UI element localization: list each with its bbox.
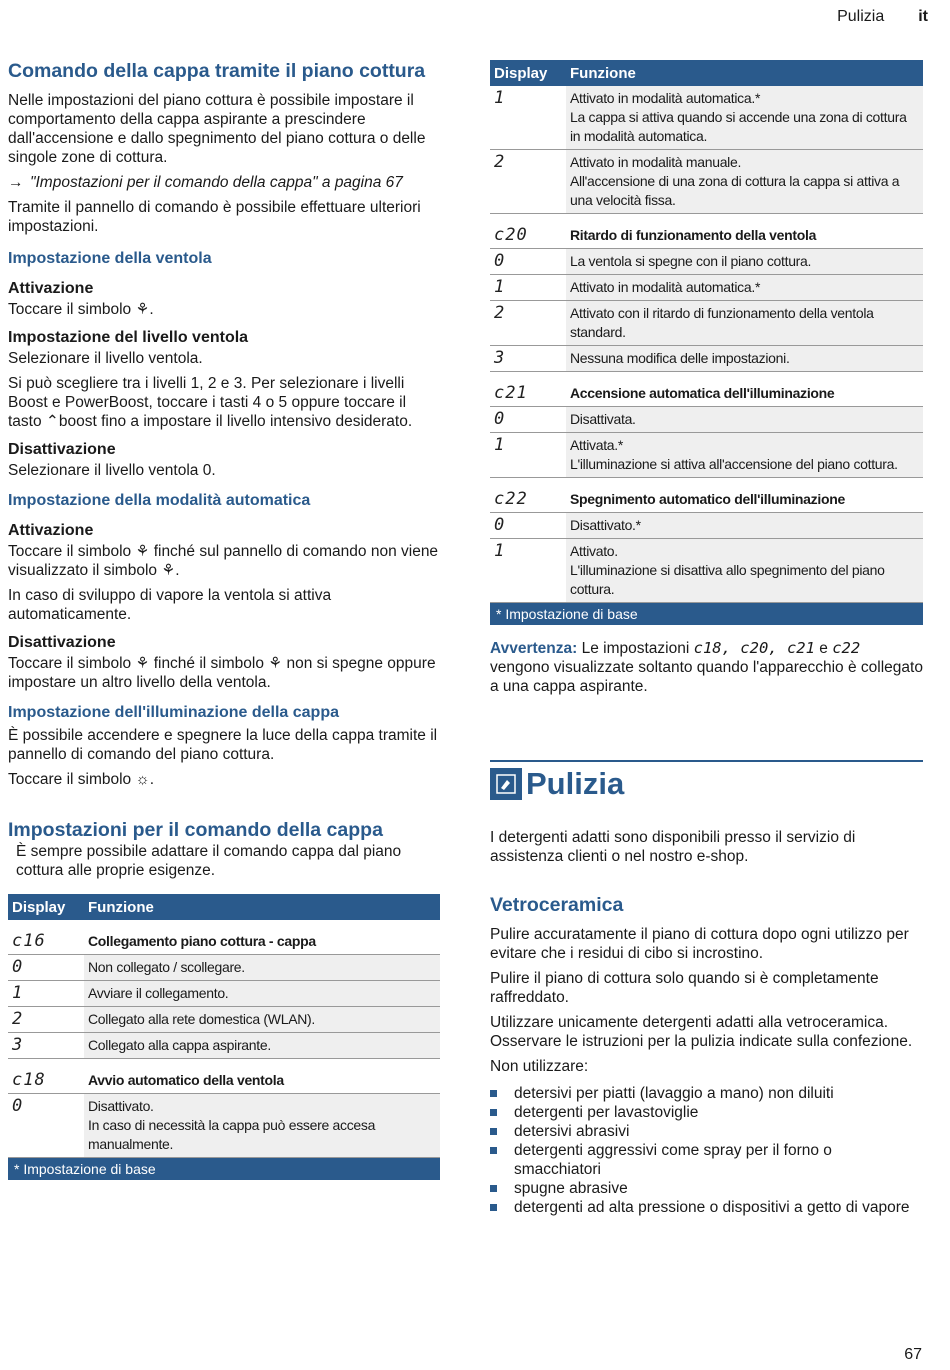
function-text: Attivata.* bbox=[570, 437, 624, 453]
table-row bbox=[490, 539, 923, 603]
function-text: Ritardo di funzionamento della ventola bbox=[570, 227, 817, 243]
vetro-p4: Non utilizzare: bbox=[490, 1058, 589, 1075]
display-code: 2 bbox=[490, 301, 566, 346]
col-function: Funzione bbox=[84, 894, 440, 920]
intro-paragraph-2: Tramite il pannello di comando è possibile effettuare ulteriori impostazioni. bbox=[8, 199, 421, 235]
auto-deactivation-heading: Disattivazione bbox=[8, 634, 116, 651]
fan-activation-heading: Attivazione bbox=[8, 280, 94, 297]
display-code: 2 bbox=[8, 1007, 84, 1033]
note-pre: Le impostazioni bbox=[581, 640, 690, 657]
display-code: c21 bbox=[490, 372, 566, 407]
pulizia-text: I detergenti adatti sono disponibili presso il servizio di assistenza clienti o nel nostro e-shop. bbox=[490, 829, 856, 865]
note-post: vengono visualizzate soltanto quando l'apparecchio è collegato a una cappa aspirante. bbox=[490, 659, 923, 695]
function-subtext: L'illuminazione si attiva all'accensione del piano cottura. bbox=[570, 456, 898, 472]
function-text: Disattivato.* bbox=[570, 517, 641, 533]
vetro-p1: Pulire accuratamente il piano di cottura dopo ogni utilizzo per evitare che i residui di cibo si incrostino. bbox=[490, 926, 909, 962]
function-cell bbox=[566, 513, 923, 539]
table-group-row bbox=[490, 478, 923, 513]
chapter-title: Pulizia bbox=[526, 766, 625, 801]
note-code-last: c22 bbox=[832, 639, 861, 657]
table-row bbox=[490, 301, 923, 346]
function-cell bbox=[84, 920, 440, 955]
function-cell bbox=[84, 1059, 440, 1094]
note-codes: c18, c20, c21 bbox=[693, 639, 815, 657]
function-subtext: In caso di necessità la cappa può essere accesa manualmente. bbox=[88, 1117, 376, 1152]
table-row bbox=[8, 1007, 440, 1033]
function-subtext: L'illuminazione si disattiva allo spegnimento del piano cottura. bbox=[570, 562, 885, 597]
table-row bbox=[490, 275, 923, 301]
display-code: 0 bbox=[490, 513, 566, 539]
list-item: detergenti per lavastoviglie bbox=[490, 1103, 923, 1122]
table-row bbox=[490, 150, 923, 214]
function-cell bbox=[84, 1033, 440, 1059]
auto-deactivation-text: Toccare il simbolo ⚘ finché il simbolo ⚘ non si spegne oppure impostare un altro livello della ventola. bbox=[8, 655, 436, 691]
table-row bbox=[490, 86, 923, 150]
cleaning-icon bbox=[490, 768, 522, 800]
list-item: detergenti aggressivi come spray per il forno o smacchiatori bbox=[490, 1141, 923, 1179]
function-cell bbox=[566, 539, 923, 603]
note-paragraph bbox=[490, 639, 923, 696]
lighting-text-2: Toccare il simbolo ☼. bbox=[8, 771, 155, 788]
running-header bbox=[837, 8, 928, 26]
table-row bbox=[490, 407, 923, 433]
subsection-fan: Impostazione della ventola bbox=[8, 250, 212, 267]
function-text: Accensione automatica dell'illuminazione bbox=[570, 385, 835, 401]
note-and: e bbox=[819, 640, 828, 657]
subsection-auto-mode: Impostazione della modalità automatica bbox=[8, 492, 311, 509]
chapter-heading bbox=[490, 760, 923, 802]
cross-reference[interactable] bbox=[8, 173, 440, 192]
fan-level-text-2: Si può scegliere tra i livelli 1, 2 e 3. Per selezionare i livelli Boost e PowerBoost, toccare i tasti 4 o 5 oppure toccare il tasto ⌃boost fino a impostare il livello intensivo desiderato. bbox=[8, 375, 413, 430]
table-row bbox=[8, 1033, 440, 1059]
header-language: it bbox=[918, 8, 928, 25]
display-code: 1 bbox=[490, 433, 566, 478]
subsection-lighting: Impostazione dell'illuminazione della cappa bbox=[8, 704, 339, 721]
intro-paragraph: Nelle impostazioni del piano cottura è possibile impostare il comportamento della cappa aspirante a prescindere dall'accensione e dallo spegnimento del piano cottura o delle singole zone di cottura. bbox=[8, 92, 426, 166]
fan-deactivation-text: Selezionare il livello ventola 0. bbox=[8, 462, 216, 479]
lighting-text-1: È possibile accendere e spegnere la luce della cappa tramite il pannello di comando del piano cottura. bbox=[8, 727, 438, 763]
arrow-icon: → bbox=[8, 174, 24, 191]
table-row bbox=[8, 955, 440, 981]
table-footnote: * Impostazione di base bbox=[8, 1158, 440, 1180]
table-footnote: * Impostazione di base bbox=[490, 603, 923, 625]
do-not-use-list bbox=[490, 1084, 923, 1217]
list-item: detersivi per piatti (lavaggio a mano) non diluiti bbox=[490, 1084, 923, 1103]
function-text: Attivato in modalità manuale. bbox=[570, 154, 742, 170]
fan-deactivation-heading: Disattivazione bbox=[8, 441, 116, 458]
function-cell bbox=[566, 301, 923, 346]
display-code: 1 bbox=[490, 539, 566, 603]
table-group-row bbox=[490, 214, 923, 249]
function-text: Collegato alla cappa aspirante. bbox=[88, 1037, 271, 1053]
function-text: Attivato in modalità automatica.* bbox=[570, 279, 761, 295]
settings-title: Impostazioni per il comando della cappa bbox=[8, 819, 383, 841]
auto-activation-heading: Attivazione bbox=[8, 522, 94, 539]
display-code: 0 bbox=[490, 407, 566, 433]
list-item: detergenti ad alta pressione o dispositivi a getto di vapore bbox=[490, 1198, 923, 1217]
function-cell bbox=[84, 1007, 440, 1033]
auto-activation-text-1: Toccare il simbolo ⚘ finché sul pannello di comando non viene visualizzato il simbolo ⚘. bbox=[8, 543, 439, 579]
fan-activation-text: Toccare il simbolo ⚘. bbox=[8, 301, 154, 318]
function-text: Attivato in modalità automatica.* bbox=[570, 90, 761, 106]
vetro-p2: Pulire il piano di cottura solo quando si è completamente raffreddato. bbox=[490, 970, 879, 1006]
left-column bbox=[8, 60, 440, 1180]
col-function: Funzione bbox=[566, 60, 923, 86]
table-row bbox=[490, 513, 923, 539]
function-cell bbox=[84, 981, 440, 1007]
display-code: 1 bbox=[490, 86, 566, 150]
function-text: Nessuna modifica delle impostazioni. bbox=[570, 350, 790, 366]
display-code: 1 bbox=[8, 981, 84, 1007]
function-cell bbox=[566, 214, 923, 249]
page-number: 67 bbox=[904, 1346, 922, 1363]
note-label: Avvertenza: bbox=[490, 640, 578, 657]
display-code: 3 bbox=[8, 1033, 84, 1059]
function-text: Avviare il collegamento. bbox=[88, 985, 229, 1001]
function-cell bbox=[566, 150, 923, 214]
display-code: 2 bbox=[490, 150, 566, 214]
table-row bbox=[490, 249, 923, 275]
function-text: La ventola si spegne con il piano cottura. bbox=[570, 253, 812, 269]
function-text: Attivato con il ritardo di funzionamento della ventola standard. bbox=[570, 305, 874, 340]
table-group-row bbox=[490, 372, 923, 407]
function-text: Disattivato. bbox=[88, 1098, 154, 1114]
display-code: 0 bbox=[490, 249, 566, 275]
cross-reference-text: "Impostazioni per il comando della cappa" a pagina 67 bbox=[30, 174, 403, 191]
function-cell bbox=[566, 407, 923, 433]
col-display: Display bbox=[8, 894, 84, 920]
display-code: 3 bbox=[490, 346, 566, 372]
table-group-row bbox=[8, 1059, 440, 1094]
fan-level-text-1: Selezionare il livello ventola. bbox=[8, 350, 203, 367]
table-row bbox=[490, 346, 923, 372]
list-item: spugne abrasive bbox=[490, 1179, 923, 1198]
display-code: c18 bbox=[8, 1059, 84, 1094]
table-row bbox=[8, 981, 440, 1007]
function-cell bbox=[566, 86, 923, 150]
display-code: c16 bbox=[8, 920, 84, 955]
vetroceramica-title: Vetroceramica bbox=[490, 894, 624, 916]
display-code: 1 bbox=[490, 275, 566, 301]
function-cell bbox=[84, 955, 440, 981]
function-cell bbox=[566, 372, 923, 407]
function-cell bbox=[84, 1094, 440, 1158]
function-text: Collegato alla rete domestica (WLAN). bbox=[88, 1011, 315, 1027]
function-cell bbox=[566, 346, 923, 372]
settings-text: È sempre possibile adattare il comando cappa dal piano cottura alle proprie esigenze. bbox=[16, 843, 402, 879]
function-subtext: All'accensione di una zona di cottura la cappa si attiva a una velocità fissa. bbox=[570, 173, 900, 208]
function-cell bbox=[566, 478, 923, 513]
function-text: Non collegato / scollegare. bbox=[88, 959, 245, 975]
vetro-p3: Utilizzare unicamente detergenti adatti alla vetroceramica. Osservare le istruzioni per la pulizia indicate sulla confezione. bbox=[490, 1014, 913, 1050]
function-cell bbox=[566, 433, 923, 478]
auto-activation-text-2: In caso di sviluppo di vapore la ventola si attiva automaticamente. bbox=[8, 587, 332, 623]
settings-table-left bbox=[8, 894, 440, 1158]
function-text: Attivato. bbox=[570, 543, 618, 559]
function-subtext: La cappa si attiva quando si accende una zona di cottura in modalità automatica. bbox=[570, 109, 907, 144]
table-row bbox=[490, 433, 923, 478]
function-cell bbox=[566, 249, 923, 275]
header-section: Pulizia bbox=[837, 8, 885, 25]
col-display: Display bbox=[490, 60, 566, 86]
display-code: c20 bbox=[490, 214, 566, 249]
function-text: Collegamento piano cottura - cappa bbox=[88, 933, 316, 949]
fan-level-heading: Impostazione del livello ventola bbox=[8, 329, 249, 346]
function-text: Disattivata. bbox=[570, 411, 636, 427]
section-title-hood-control: Comando della cappa tramite il piano cottura bbox=[8, 60, 426, 82]
function-text: Avvio automatico della ventola bbox=[88, 1072, 284, 1088]
right-column bbox=[490, 60, 923, 1217]
table-group-row bbox=[8, 920, 440, 955]
display-code: c22 bbox=[490, 478, 566, 513]
display-code: 0 bbox=[8, 955, 84, 981]
display-code: 0 bbox=[8, 1094, 84, 1158]
function-cell bbox=[566, 275, 923, 301]
list-item: detersivi abrasivi bbox=[490, 1122, 923, 1141]
settings-table-right bbox=[490, 60, 923, 603]
function-text: Spegnimento automatico dell'illuminazione bbox=[570, 491, 845, 507]
table-row bbox=[8, 1094, 440, 1158]
